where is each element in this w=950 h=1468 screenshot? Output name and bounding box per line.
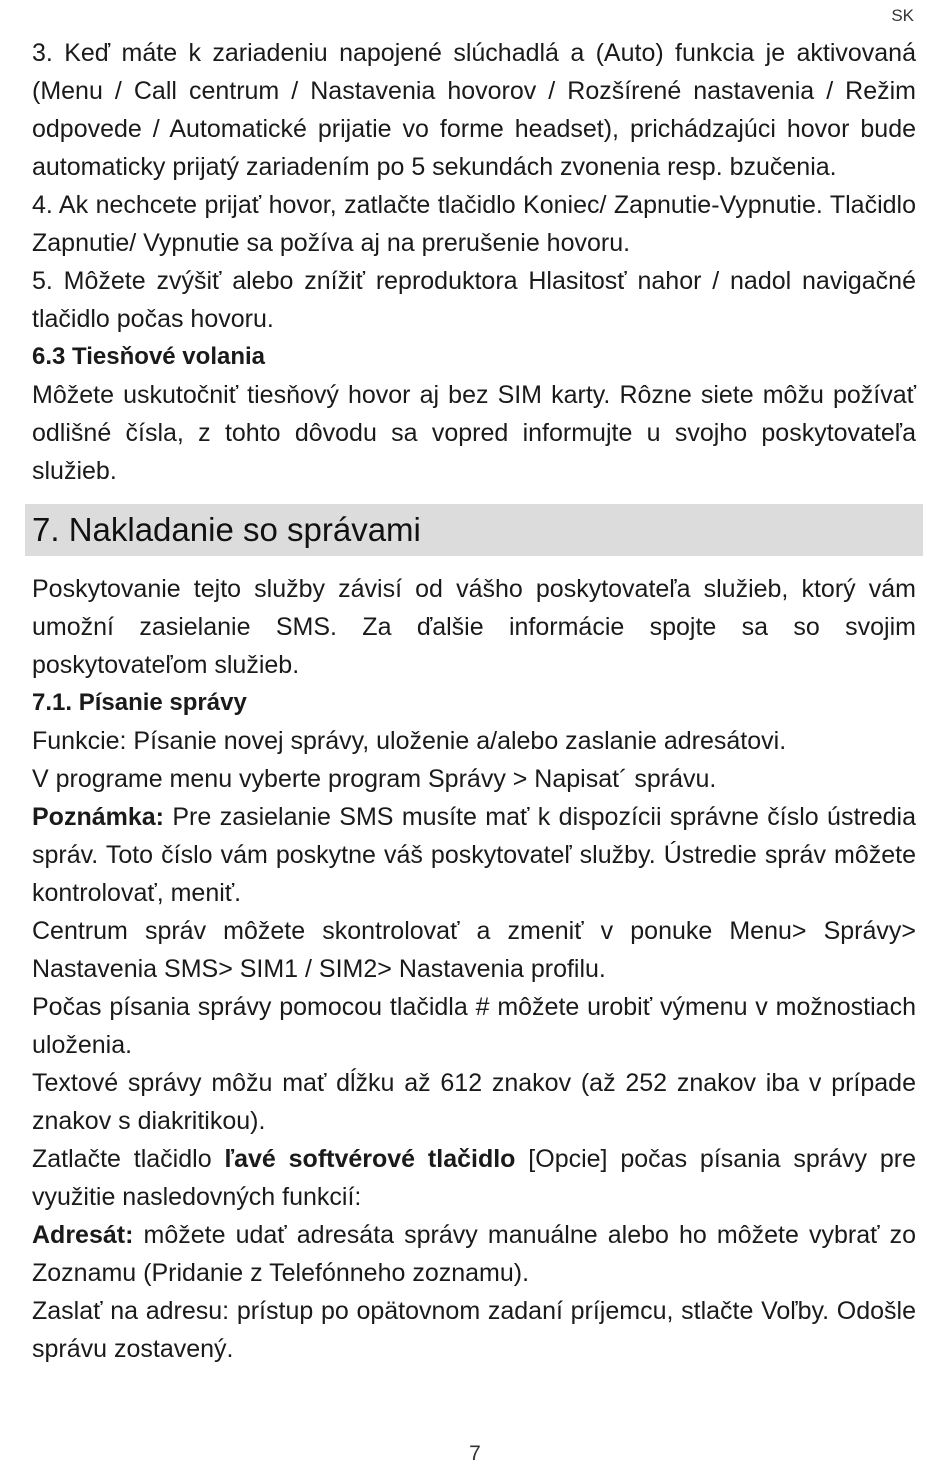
press-paragraph	[32, 1140, 916, 1216]
section-7-bar	[25, 504, 923, 556]
section-7-1-heading: 7.1. Písanie správy	[32, 689, 247, 716]
recipient-text: môžete udať adresáta správy manuálne alebo ho môžete vybrať zo Zoznamu (Pridanie z Telefónneho zoznamu).	[32, 1221, 916, 1287]
recipient-paragraph	[32, 1216, 916, 1292]
hash-paragraph: Počas písania správy pomocou tlačidla # môžete urobiť výmenu v možnostiach uloženia.	[32, 993, 916, 1059]
section-7-title: 7. Nakladanie so správami	[32, 511, 421, 548]
item-3-paragraph: 3. Keď máte k zariadeniu napojené slúchadlá a (Auto) funkcia je aktivovaná (Menu / Call centrum / Nastavenia hovorov / Rozšírené nastavenia / Režim odpovede / Automatické prijatie vo forme headset), prichádzajúci hovor bude automaticky prijatý zariadením po 5 sekundách zvonenia resp. bzučenia.	[32, 39, 916, 181]
item-5-paragraph: 5. Môžete zvýšiť alebo znížiť reproduktora Hlasitosť nahor / nadol navigačné tlačidlo počas hovoru.	[32, 267, 916, 333]
press-bold: ľavé softvérové tlačidlo	[224, 1145, 516, 1173]
functions-paragraph: Funkcie: Písanie novej správy, uloženie a/alebo zaslanie adresátovi.	[32, 727, 787, 755]
language-code: SK	[891, 6, 914, 25]
note-text: Pre zasielanie SMS musíte mať k dispozícii správne číslo ústredia správ. Toto číslo vám poskytne váš poskytovateľ služby. Ústredie správ môžete kontrolovať, meniť.	[32, 803, 916, 907]
press-post: [Opcie] počas písania správy pre využitie nasledovných funkcií:	[32, 1145, 916, 1211]
page-number: 7	[469, 1442, 481, 1465]
note-label: Poznámka:	[32, 803, 164, 831]
program-paragraph: V programe menu vyberte program Správy > Napisat´ správu.	[32, 765, 717, 793]
section-7-intro: Poskytovanie tejto služby závisí od vášho poskytovateľa služieb, ktorý vám umožní zasielanie SMS. Za ďalšie informácie spojte sa so svojim poskytovateľom služieb.	[32, 575, 916, 679]
note-paragraph	[32, 798, 916, 912]
length-paragraph: Textové správy môžu mať dĺžku až 612 znakov (až 252 znakov iba v prípade znakov s diakritikou).	[32, 1069, 916, 1135]
emergency-paragraph: Môžete uskutočniť tiesňový hovor aj bez SIM karty. Rôzne siete môžu požívať odlišné čísla, z tohto dôvodu sa vopred informujte u svojho poskytovateľa služieb.	[32, 381, 916, 485]
send-paragraph: Zaslať na adresu: prístup po opätovnom zadaní príjemcu, stlačte Voľby. Odošle správu zostavený.	[32, 1297, 916, 1363]
page-content	[32, 34, 916, 1368]
item-4-paragraph: 4. Ak nechcete prijať hovor, zatlačte tlačidlo Koniec/ Zapnutie-Vypnutie. Tlačidlo Zapnutie/ Vypnutie sa požíva aj na prerušenie hovoru.	[32, 191, 916, 257]
press-pre: Zatlačte tlačidlo	[32, 1145, 225, 1173]
centrum-paragraph: Centrum správ môžete skontrolovať a zmeniť v ponuke Menu> Správy> Nastavenia SMS> SIM1 / SIM2> Nastavenia profilu.	[32, 917, 916, 983]
recipient-label: Adresát:	[32, 1221, 134, 1249]
emergency-heading: 6.3 Tiesňové volania	[32, 343, 266, 370]
